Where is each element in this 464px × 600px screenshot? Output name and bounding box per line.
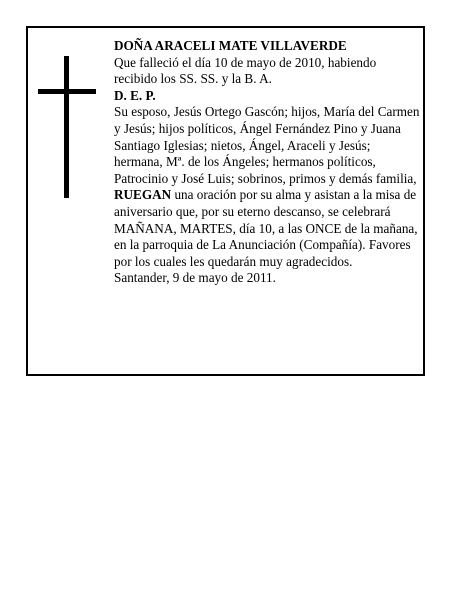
request-text: una oración por su alma y asistan a la misa de aniversario que, por su eterno descanso, se celebrará MAÑANA, MARTES, día 10, a las ONCE de la mañana, en la parroquia de La Anunciación (Compañía). Favores por los cuales les quedarán muy agradecidos. [114,187,418,269]
request-word: RUEGAN [114,187,172,203]
cross-horizontal-bar [38,89,96,94]
deceased-name: DOÑA ARACELI MATE VILLAVERDE [114,38,347,53]
rip-line: D. E. P. [114,87,156,103]
notice-text [114,38,422,287]
request-paragraph [114,187,422,270]
obituary-notice [26,26,425,376]
death-line: Que falleció el día 10 de mayo de 2010, habiendo recibido los SS. SS. y la B. A. [114,54,377,87]
cross-icon [38,56,96,198]
cross-vertical-bar [64,56,69,198]
place-date: Santander, 9 de mayo de 2011. [114,270,276,286]
family-list: Su esposo, Jesús Ortego Gascón; hijos, María del Carmen y Jesús; hijos políticos, Ángel Fernández Pino y Juana Santiago Iglesias; nietos, Ángel, Araceli y Jesús; hermana, Mª. de los Ángeles; hermanos políticos, Patrocinio y José Luis; sobrinos, primos y demás familia, [114,104,420,186]
